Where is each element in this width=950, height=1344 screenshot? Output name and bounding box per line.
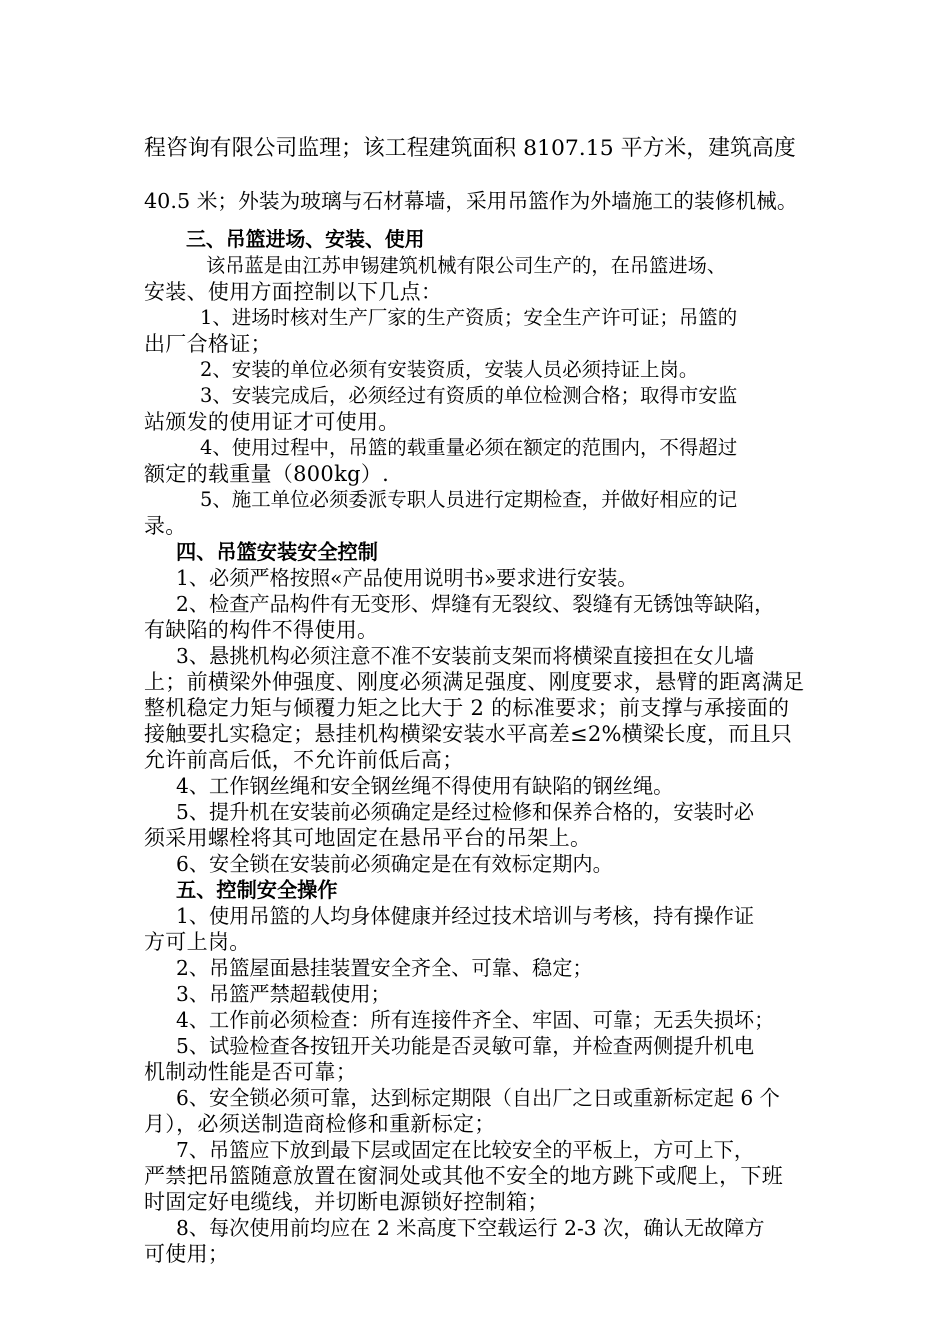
paragraph-line: 额定的载重量（800kg）. [144,462,390,486]
paragraph-line: 3、悬挑机构必须注意不准不安装前支架而将横梁直接担在女儿墙 [176,644,755,668]
paragraph-line: 6、安全锁在安装前必须确定是在有效标定期内。 [176,852,613,876]
paragraph-line: 6、安全锁必须可靠，达到标定期限（自出厂之日或重新标定起 6 个 [176,1086,780,1110]
paragraph-line: 机制动性能是否可靠； [144,1060,357,1084]
paragraph-line: 可使用； [144,1242,230,1266]
paragraph-line: 整机稳定力矩与倾覆力矩之比大于 2 的标准要求；前支撑与承接面的 [144,696,790,720]
paragraph-line: 须采用螺栓将其可地固定在悬吊平台的吊架上。 [144,826,592,850]
paragraph-line: 该吊蓝是由江苏申锡建筑机械有限公司生产的，在吊篮进场、 [206,254,727,277]
section-4-heading: 四、吊篮安装安全控制 [176,540,378,564]
section-5-heading: 五、控制安全操作 [176,878,338,902]
paragraph-line: 严禁把吊篮随意放置在窗洞处或其他不安全的地方跳下或爬上，下班 [144,1164,783,1188]
paragraph-line: 2、检查产品构件有无变形、焊缝有无裂纹、裂缝有无锈蚀等缺陷， [176,592,775,616]
paragraph-line: 上；前横梁外伸强度、刚度必须满足强度、刚度要求，悬臂的距离满足 [144,670,805,694]
paragraph-line: 1、使用吊篮的人均身体健康并经过技术培训与考核，持有操作证 [176,904,755,928]
paragraph-line: 接触要扎实稳定；悬挂机构横梁安装水平高差≤2%横梁长度，而且只 [144,722,793,746]
paragraph-line: 方可上岗。 [144,930,251,954]
paragraph-line: 出厂合格证； [144,332,272,356]
paragraph-line: 5、试验检查各按钮开关功能是否灵敏可靠，并检查两侧提升机电 [176,1034,755,1058]
paragraph-line: 4、使用过程中，吊篮的载重量必须在额定的范围内，不得超过 [200,436,738,459]
paragraph-line: 1、必须严格按照«产品使用说明书»要求进行安装。 [176,566,638,590]
paragraph-line: 1、进场时核对生产厂家的生产资质；安全生产许可证；吊篮的 [200,306,738,329]
paragraph-line: 8、每次使用前均应在 2 米高度下空载运行 2-3 次，确认无故障方 [176,1216,765,1240]
paragraph-line: 安装、使用方面控制以下几点： [144,280,443,304]
paragraph-line: 时固定好电缆线，并切断电源锁好控制箱； [144,1190,549,1214]
paragraph-line: 站颁发的使用证才可使用。 [144,410,400,434]
paragraph-line: 有缺陷的构件不得使用。 [144,618,379,642]
intro-line-1: 程咨询有限公司监理；该工程建筑面积 8107.15 平方米，建筑高度 [144,136,796,161]
paragraph-line: 月），必须送制造商检修和重新标定； [144,1112,496,1136]
section-3-heading: 三、吊篮进场、安装、使用 [186,228,425,251]
paragraph-line: 2、吊篮屋面悬挂装置安全齐全、可靠、稳定； [176,956,593,980]
paragraph-line: 2、安装的单位必须有安装资质，安装人员必须持证上岗。 [200,358,699,381]
paragraph-line: 4、工作前必须检查：所有连接件齐全、牢固、可靠；无丢失损坏； [176,1008,775,1032]
paragraph-line: 3、安装完成后，必须经过有资质的单位检测合格；取得市安监 [200,384,738,407]
paragraph-line: 3、吊篮严禁超载使用； [176,982,391,1006]
paragraph-line: 5、施工单位必须委派专职人员进行定期检查，并做好相应的记 [200,488,738,511]
intro-line-2: 40.5 米；外装为玻璃与石材幕墙，采用吊篮作为外墙施工的装修机械。 [144,189,798,213]
paragraph-line: 录。 [144,514,187,538]
paragraph-line: 允许前高后低，不允许前低后高； [144,748,464,772]
paragraph-line: 5、提升机在安装前必须确定是经过检修和保养合格的，安装时必 [176,800,755,824]
paragraph-line: 7、吊篮应下放到最下层或固定在比较安全的平板上，方可上下， [176,1138,755,1162]
paragraph-line: 4、工作钢丝绳和安全钢丝绳不得使用有缺陷的钢丝绳。 [176,774,674,798]
